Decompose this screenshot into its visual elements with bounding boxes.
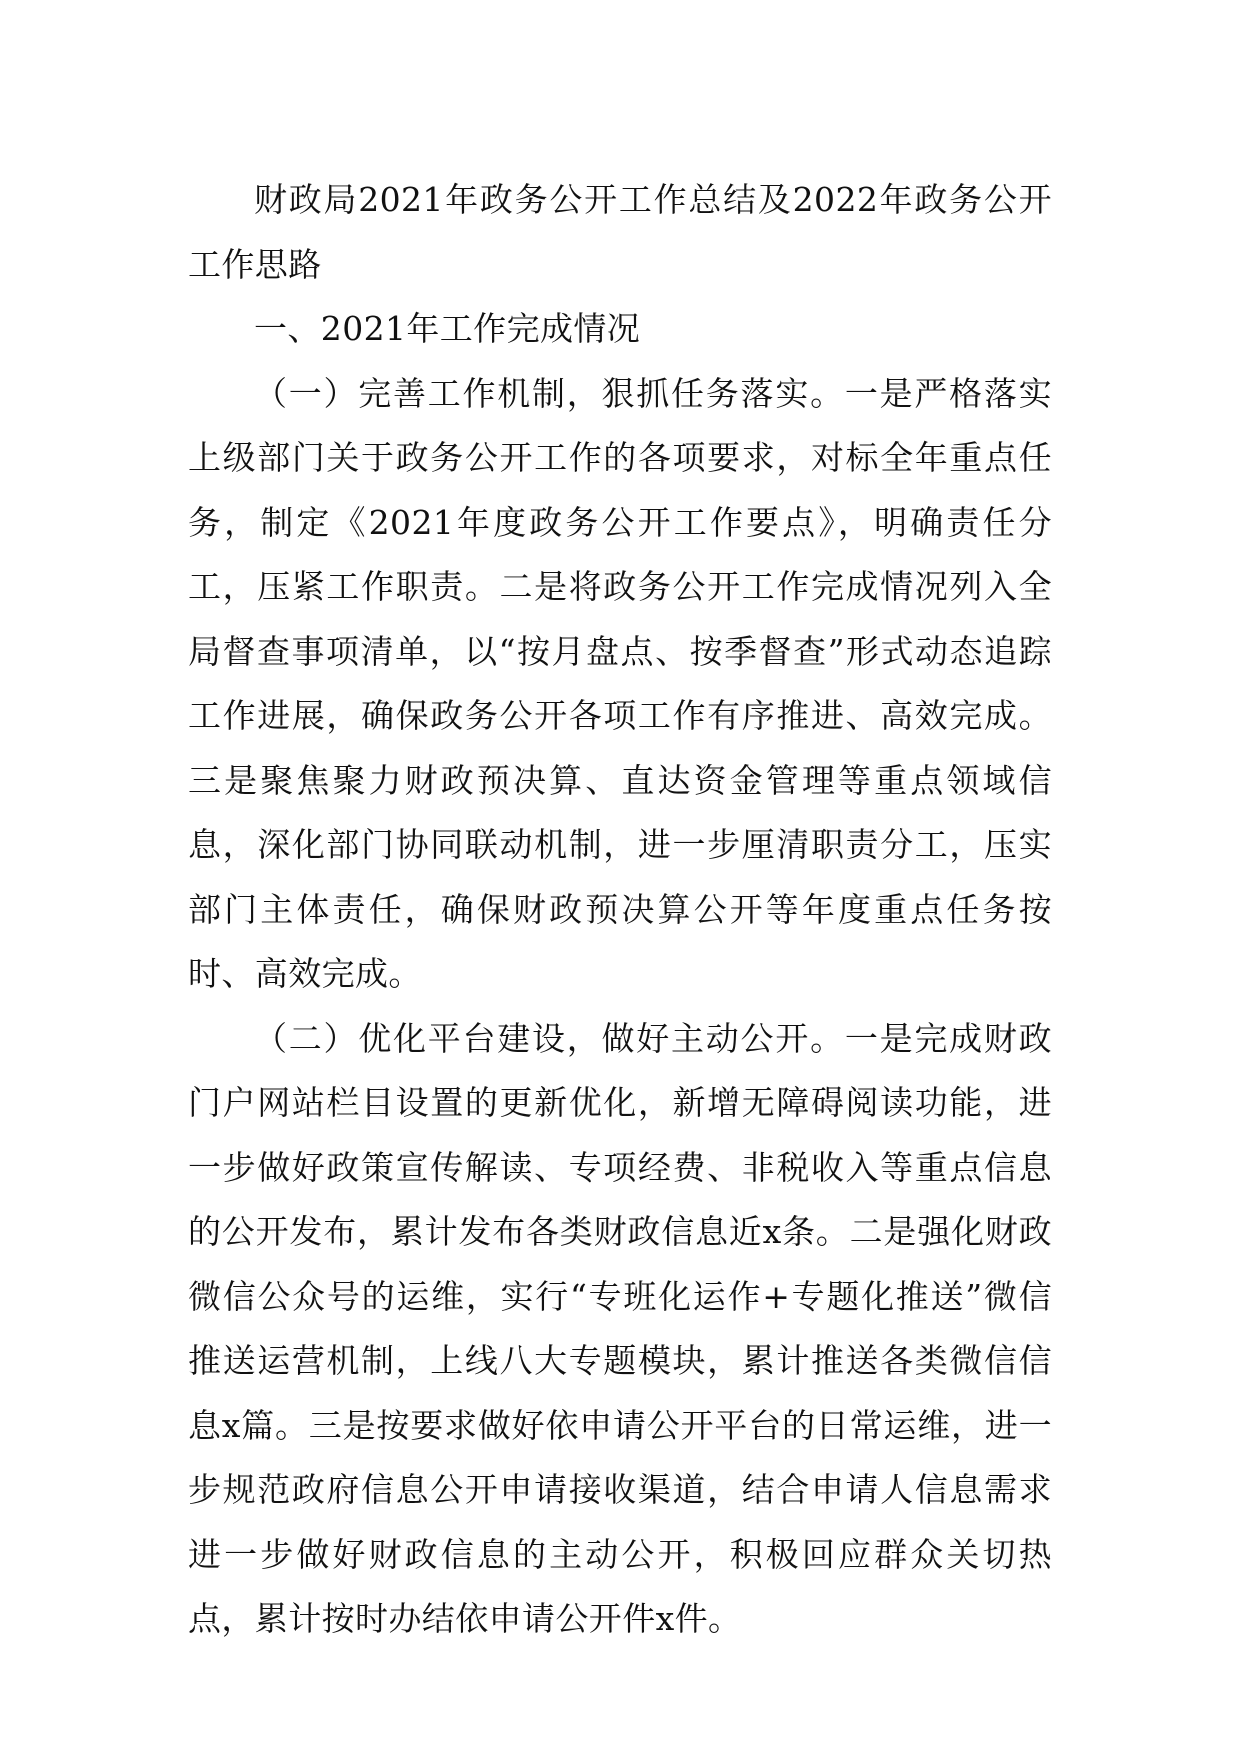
document-body [188,168,1052,1652]
document-title: 财政局2021年政务公开工作总结及2022年政务公开工作思路 [188,180,1052,284]
paragraph-platform: （二）优化平台建设，做好主动公开。一是完成财政门户网站栏目设置的更新优化，新增无障碍阅读功能，进一步做好政策宣传解读、专项经费、非税收入等重点信息的公开发布，累计发布各类财政信息近x条。二是强化财政微信公众号的运维，实行“专班化运作+专题化推送”微信推送运营机制，上线八大专题模块，累计推送各类微信信息x篇。三是按要求做好依申请公开平台的日常运维，进一步规范政府信息公开申请接收渠道，结合申请人信息需求进一步做好财政信息的主动公开，积极回应群众关切热点，累计按时办结依申请公开件x件。 [188,1018,1052,1638]
paragraph-mechanism: （一）完善工作机制，狠抓任务落实。一是严格落实上级部门关于政务公开工作的各项要求，对标全年重点任务，制定《2021年度政务公开工作要点》，明确责任分工，压紧工作职责。二是将政务公开工作完成情况列入全局督查事项清单，以“按月盘点、按季督查”形式动态追踪工作进展，确保政务公开各项工作有序推进、高效完成。三是聚焦聚力财政预决算、直达资金管理等重点领域信息，深化部门协同联动机制，进一步厘清职责分工，压实部门主体责任，确保财政预决算公开等年度重点任务按时、高效完成。 [188,373,1052,993]
section-heading: 一、2021年工作完成情况 [254,309,641,348]
